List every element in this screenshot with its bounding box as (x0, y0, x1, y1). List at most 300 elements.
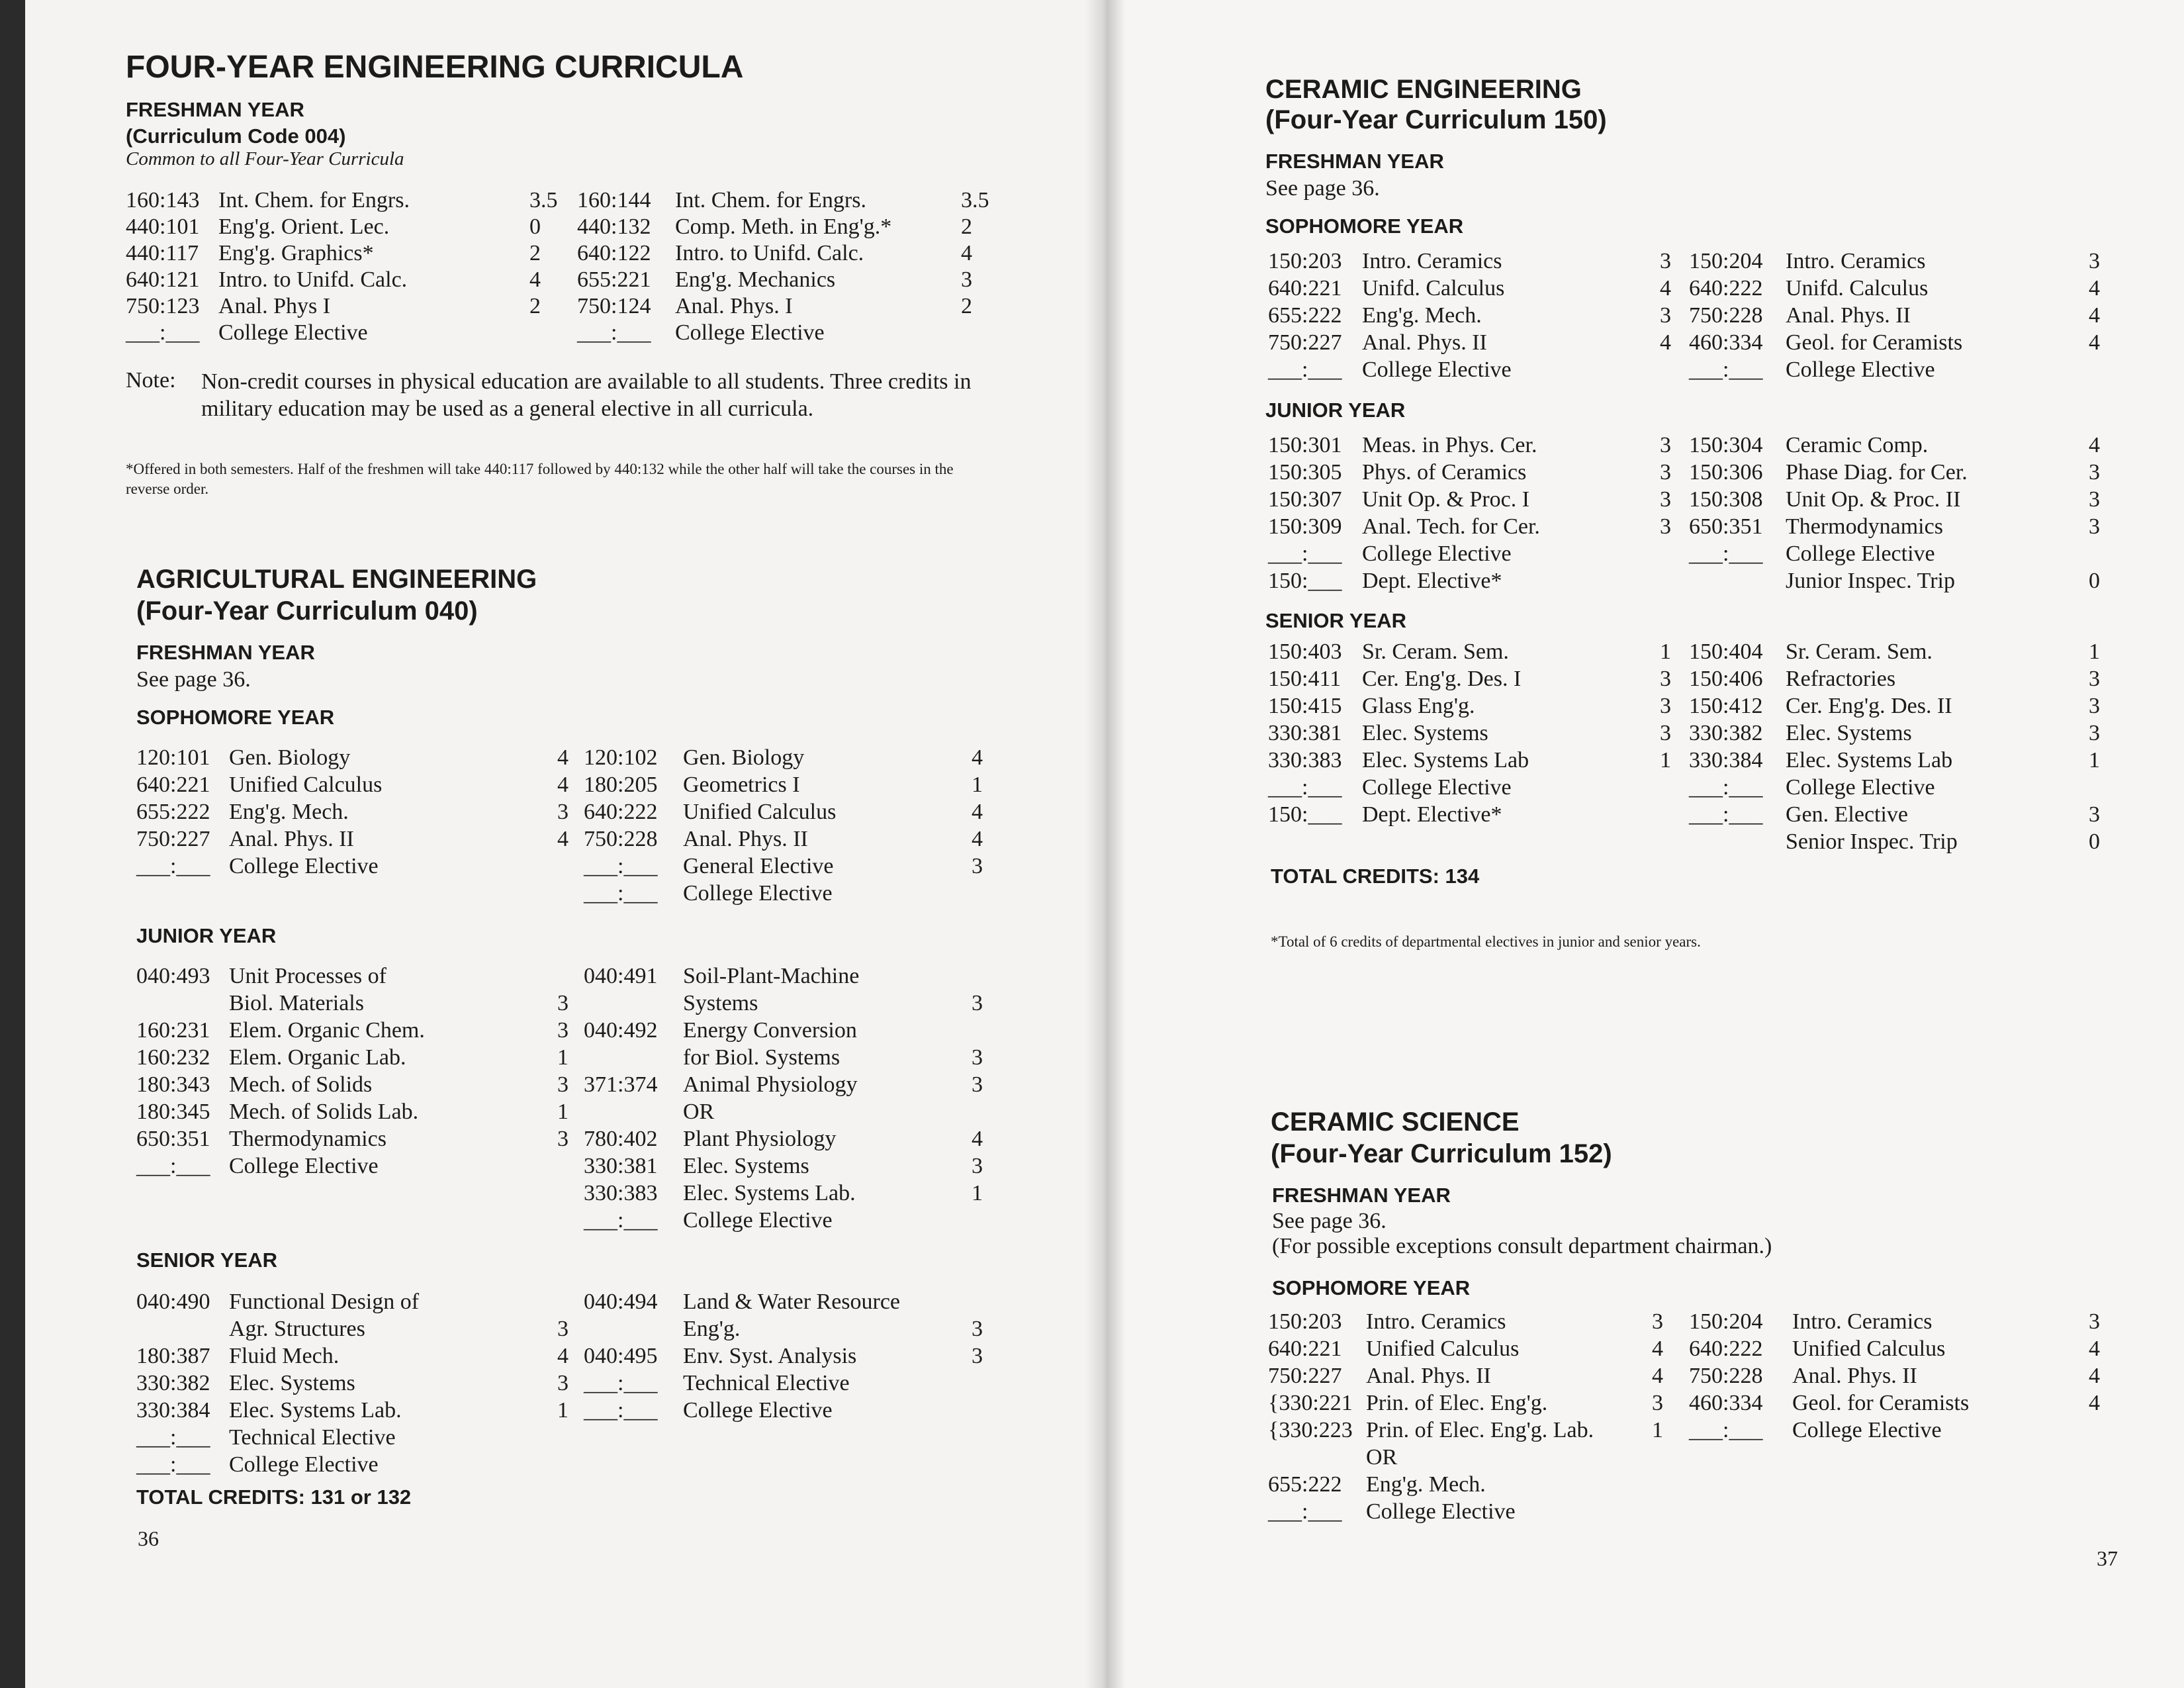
course-title: Elec. Systems Lab. (229, 1398, 402, 1423)
freshman-year-label: FRESHMAN YEAR (126, 98, 304, 121)
course-title: Geol. for Ceramists (1786, 330, 1963, 355)
course-credits: 3 (972, 854, 983, 878)
course-credits: 4 (529, 267, 541, 292)
course-row (126, 294, 999, 321)
course-credits: 1 (1660, 748, 1671, 773)
course-title: Unit Processes of (229, 964, 387, 988)
course-title: Refractories (1786, 667, 1896, 691)
course-row (1268, 639, 2148, 667)
course-row (136, 773, 1010, 800)
course-credits: 1 (972, 1181, 983, 1205)
course-code: ___:___ (584, 1398, 658, 1423)
course-row (1268, 1336, 2148, 1364)
course-title: Elec. Systems (683, 1154, 809, 1178)
course-credits: 3 (557, 1371, 569, 1395)
course-code: ___:___ (136, 854, 210, 878)
course-row (1268, 330, 2148, 357)
course-row (1268, 487, 2148, 514)
course-code: 150:309 (1268, 514, 1342, 539)
course-title: Unified Calculus (683, 800, 837, 824)
course-title: College Elective (229, 1154, 379, 1178)
course-code: ___:___ (1268, 541, 1342, 566)
course-credits: 4 (2089, 433, 2100, 457)
course-code: 460:334 (1689, 330, 1763, 355)
course-row (136, 1181, 1010, 1208)
ce-title: CERAMIC ENGINEERING (1265, 75, 1582, 104)
course-row (136, 991, 1010, 1018)
course-code: 330:381 (584, 1154, 658, 1178)
course-credits: 4 (1652, 1364, 1663, 1388)
course-credits: 1 (2089, 748, 2100, 773)
course-credits: 3 (972, 1344, 983, 1368)
course-title: Gen. Biology (229, 745, 351, 770)
ag-freshman-label: FRESHMAN YEAR (136, 641, 315, 664)
course-code: 150:415 (1268, 694, 1342, 718)
course-credits: 2 (529, 294, 541, 318)
course-title: Meas. in Phys. Cer. (1362, 433, 1537, 457)
ce-curriculum: (Four-Year Curriculum 150) (1265, 105, 1607, 134)
course-row (1268, 1472, 2148, 1499)
course-code: ___:___ (1689, 802, 1763, 827)
course-row (126, 188, 999, 215)
course-code: ___:___ (1689, 541, 1763, 566)
course-code: 640:122 (577, 241, 651, 265)
course-code: 655:222 (1268, 303, 1342, 328)
course-title: Intro. Ceramics (1792, 1309, 1933, 1334)
ag-total-credits: TOTAL CREDITS: 131 or 132 (136, 1485, 412, 1509)
course-code: ___:___ (584, 1208, 658, 1233)
course-title: Eng'g. Mechanics (675, 267, 836, 292)
course-title: Technical Elective (683, 1371, 850, 1395)
book-spine (1085, 0, 1125, 1688)
course-row (136, 1018, 1010, 1045)
course-credits: 4 (1652, 1336, 1663, 1361)
course-title: Eng'g. Mech. (229, 800, 349, 824)
ce-footnote: *Total of 6 credits of departmental electives in junior and senior years. (1271, 933, 1701, 950)
course-title: Sr. Ceram. Sem. (1786, 639, 1933, 664)
course-row (1268, 1445, 2148, 1472)
course-credits: 3 (557, 1018, 569, 1043)
course-row (136, 1289, 1010, 1317)
course-credits: 0 (2089, 829, 2100, 854)
ce-freshman-see: See page 36. (1265, 176, 1380, 201)
course-title: Env. Syst. Analysis (683, 1344, 857, 1368)
course-row (136, 1344, 1010, 1371)
course-title: College Elective (1792, 1418, 1942, 1442)
ag-sophomore-label: SOPHOMORE YEAR (136, 706, 335, 729)
course-row (1268, 249, 2148, 276)
course-credits: 4 (557, 745, 569, 770)
course-title: Land & Water Resource (683, 1289, 901, 1314)
course-code: ___:___ (1268, 357, 1342, 382)
course-credits: 4 (1660, 276, 1671, 301)
course-title: Int. Chem. for Engrs. (218, 188, 410, 212)
course-title: OR (683, 1100, 715, 1124)
note-label: Note: (126, 368, 176, 393)
cs-freshman-label: FRESHMAN YEAR (1272, 1184, 1451, 1207)
course-credits: 3 (1660, 721, 1671, 745)
course-code: 150:406 (1689, 667, 1763, 691)
course-credits: 3 (1660, 249, 1671, 273)
course-title: Elec. Systems (229, 1371, 355, 1395)
course-title: Elec. Systems Lab (1786, 748, 1953, 773)
course-code: 150:301 (1268, 433, 1342, 457)
course-row (1268, 775, 2148, 802)
course-title: Geometrics I (683, 773, 800, 797)
course-title: Anal. Phys. II (1786, 303, 1911, 328)
course-code: 040:495 (584, 1344, 658, 1368)
course-code: 750:227 (1268, 1364, 1342, 1388)
course-title: College Elective (1362, 775, 1512, 800)
course-row (136, 1371, 1010, 1398)
course-row (136, 1317, 1010, 1344)
ag-senior-label: SENIOR YEAR (136, 1248, 278, 1272)
course-row (136, 1072, 1010, 1100)
course-row (136, 1127, 1010, 1154)
course-credits: 3 (2089, 487, 2100, 512)
course-title: Int. Chem. for Engrs. (675, 188, 866, 212)
course-title: Agr. Structures (229, 1317, 365, 1341)
course-title: Intro. Ceramics (1362, 249, 1502, 273)
course-credits: 3 (2089, 1309, 2100, 1334)
course-title: College Elective (675, 320, 825, 345)
course-credits: 3 (2089, 667, 2100, 691)
course-row (136, 800, 1010, 827)
course-code: 150:203 (1268, 249, 1342, 273)
course-title: Plant Physiology (683, 1127, 837, 1151)
course-code: 440:117 (126, 241, 199, 265)
course-row (1268, 721, 2148, 748)
course-code: 150:___ (1268, 802, 1342, 827)
cs-freshman-note: (For possible exceptions consult department chairman.) (1272, 1234, 1772, 1258)
course-credits: 3 (972, 1317, 983, 1341)
course-row (136, 1425, 1010, 1452)
course-title: Unified Calculus (229, 773, 383, 797)
ce-senior-label: SENIOR YEAR (1265, 609, 1407, 632)
course-code: 640:222 (1689, 276, 1763, 301)
course-row (1268, 569, 2148, 596)
course-code: 150:___ (1268, 569, 1342, 593)
course-title: Unified Calculus (1792, 1336, 1946, 1361)
course-title: Prin. of Elec. Eng'g. (1366, 1391, 1548, 1415)
course-credits: 3 (2089, 721, 2100, 745)
course-row (126, 320, 999, 348)
ce-total-credits: TOTAL CREDITS: 134 (1271, 865, 1480, 888)
course-code: 150:412 (1689, 694, 1763, 718)
course-title: Intro. to Unifd. Calc. (218, 267, 408, 292)
course-credits: 3 (557, 1317, 569, 1341)
course-credits: 1 (2089, 639, 2100, 664)
course-row (1268, 829, 2148, 857)
course-title: Anal. Phys. I (675, 294, 793, 318)
course-title: Gen. Elective (1786, 802, 1909, 827)
course-row (126, 267, 999, 295)
course-credits: 3 (1660, 487, 1671, 512)
course-title: College Elective (229, 854, 379, 878)
page-37 (1125, 0, 2184, 1688)
course-credits: 1 (557, 1045, 569, 1070)
course-title: Junior Inspec. Trip (1786, 569, 1955, 593)
course-code: ___:___ (126, 320, 200, 345)
course-code: ___:___ (1689, 1418, 1763, 1442)
course-title: College Elective (229, 1452, 379, 1477)
course-title: Mech. of Solids Lab. (229, 1100, 419, 1124)
course-row (1268, 357, 2148, 385)
course-credits: 3 (2089, 460, 2100, 485)
course-credits: 3 (557, 1127, 569, 1151)
course-code: 655:221 (577, 267, 651, 292)
course-credits: 4 (972, 745, 983, 770)
course-row (126, 214, 999, 242)
course-row (1268, 514, 2148, 541)
course-code: 640:222 (584, 800, 658, 824)
course-row (136, 881, 1010, 908)
ce-freshman-label: FRESHMAN YEAR (1265, 150, 1444, 173)
course-credits: 3 (972, 1072, 983, 1097)
book-edge (0, 0, 25, 1688)
course-row (136, 1398, 1010, 1425)
course-title: Eng'g. (683, 1317, 741, 1341)
cs-sophomore-label: SOPHOMORE YEAR (1272, 1276, 1471, 1299)
course-code: 180:205 (584, 773, 658, 797)
course-code: 160:232 (136, 1045, 210, 1070)
course-code: 655:222 (136, 800, 210, 824)
course-code: 640:221 (1268, 1336, 1342, 1361)
course-title: Gen. Biology (683, 745, 805, 770)
course-code: 330:384 (1689, 748, 1763, 773)
freshman-footnote: *Offered in both semesters. Half of the freshmen will take 440:117 followed by 440:132 while the other half will take the courses in the reverse order. (126, 461, 954, 497)
course-code: 150:403 (1268, 639, 1342, 664)
course-title: Energy Conversion (683, 1018, 857, 1043)
course-title: Systems (683, 991, 758, 1015)
course-code: 150:306 (1689, 460, 1763, 485)
course-title: Soil-Plant-Machine (683, 964, 860, 988)
course-code: 150:411 (1268, 667, 1342, 691)
course-title: Comp. Meth. in Eng'g.* (675, 214, 892, 239)
course-title: College Elective (1362, 541, 1512, 566)
course-row (136, 827, 1010, 854)
course-row (126, 241, 999, 268)
course-credits: 3.5 (529, 188, 558, 212)
course-credits: 0 (529, 214, 541, 239)
course-title: Biol. Materials (229, 991, 364, 1015)
course-code: ___:___ (584, 1371, 658, 1395)
course-row (1268, 694, 2148, 721)
course-title: Dept. Elective* (1362, 569, 1502, 593)
course-title: Eng'g. Graphics* (218, 241, 374, 265)
course-title: College Elective (1786, 541, 1935, 566)
course-title: Anal. Phys. II (1366, 1364, 1491, 1388)
main-heading: FOUR-YEAR ENGINEERING CURRICULA (126, 50, 744, 85)
course-title: College Elective (1362, 357, 1512, 382)
course-code: ___:___ (1268, 775, 1342, 800)
course-code: 180:387 (136, 1344, 210, 1368)
course-title: College Elective (1786, 775, 1935, 800)
course-row (1268, 1499, 2148, 1526)
course-credits: 1 (1660, 639, 1671, 664)
course-row (1268, 1391, 2148, 1418)
course-credits: 3 (1660, 303, 1671, 328)
course-title: Intro. Ceramics (1366, 1309, 1506, 1334)
course-title: Elem. Organic Lab. (229, 1045, 406, 1070)
course-credits: 3 (1660, 514, 1671, 539)
course-code: 750:227 (136, 827, 210, 851)
course-credits: 4 (2089, 1336, 2100, 1361)
course-title: College Elective (1786, 357, 1935, 382)
course-credits: 4 (557, 827, 569, 851)
course-code: 640:221 (136, 773, 210, 797)
course-title: Eng'g. Mech. (1362, 303, 1482, 328)
course-row (1268, 433, 2148, 460)
course-title: Anal. Phys I (218, 294, 331, 318)
course-code: 330:383 (584, 1181, 658, 1205)
course-title: Geol. for Ceramists (1792, 1391, 1970, 1415)
course-row (1268, 460, 2148, 487)
course-credits: 2 (529, 241, 541, 265)
course-credits: 0 (2089, 569, 2100, 593)
course-title: Unit Op. & Proc. I (1362, 487, 1530, 512)
course-title: College Elective (683, 1398, 833, 1423)
page-number-left: 36 (138, 1526, 159, 1550)
course-code: ___:___ (136, 1452, 210, 1477)
course-code: 120:101 (136, 745, 210, 770)
course-code: 780:402 (584, 1127, 658, 1151)
course-code: 150:305 (1268, 460, 1342, 485)
course-credits: 3 (972, 1154, 983, 1178)
ce-junior-label: JUNIOR YEAR (1265, 399, 1406, 422)
course-code: 650:351 (1689, 514, 1763, 539)
course-title: Unifd. Calculus (1786, 276, 1929, 301)
course-credits: 2 (961, 214, 972, 239)
course-title: Senior Inspec. Trip (1786, 829, 1958, 854)
course-title: College Elective (683, 1208, 833, 1233)
course-code: 330:384 (136, 1398, 210, 1423)
course-title: Animal Physiology (683, 1072, 858, 1097)
course-title: Mech. of Solids (229, 1072, 373, 1097)
course-code: 150:204 (1689, 1309, 1763, 1334)
course-title: Elec. Systems Lab (1362, 748, 1529, 773)
course-title: Unifd. Calculus (1362, 276, 1505, 301)
course-title: Intro. Ceramics (1786, 249, 1926, 273)
course-code: 150:308 (1689, 487, 1763, 512)
course-title: College Elective (683, 881, 833, 906)
course-title: Thermodynamics (1786, 514, 1943, 539)
course-row (136, 1045, 1010, 1072)
course-code: 640:221 (1268, 276, 1342, 301)
course-credits: 3.5 (961, 188, 989, 212)
course-code: 440:132 (577, 214, 651, 239)
common-note: Common to all Four-Year Curricula (126, 148, 404, 169)
course-code: 750:228 (1689, 303, 1763, 328)
course-row (1268, 802, 2148, 829)
course-credits: 4 (972, 800, 983, 824)
course-title: Elec. Systems (1362, 721, 1488, 745)
course-code: 750:228 (1689, 1364, 1763, 1388)
course-credits: 4 (2089, 1364, 2100, 1388)
course-code: ___:___ (577, 320, 651, 345)
course-code: 330:382 (136, 1371, 210, 1395)
course-code: ___:___ (136, 1425, 210, 1450)
course-code: 330:383 (1268, 748, 1342, 773)
course-credits: 4 (2089, 1391, 2100, 1415)
course-title: Functional Design of (229, 1289, 420, 1314)
course-row (136, 854, 1010, 881)
course-credits: 3 (2089, 514, 2100, 539)
course-row (1268, 1309, 2148, 1336)
course-credits: 3 (961, 267, 972, 292)
course-title: Elec. Systems Lab. (683, 1181, 856, 1205)
course-code: 150:304 (1689, 433, 1763, 457)
course-code: 650:351 (136, 1127, 210, 1151)
course-code: 160:143 (126, 188, 200, 212)
course-title: Thermodynamics (229, 1127, 387, 1151)
course-credits: 4 (557, 773, 569, 797)
course-code: 640:121 (126, 267, 200, 292)
course-credits: 4 (972, 1127, 983, 1151)
course-row (1268, 748, 2148, 775)
course-row (136, 964, 1010, 991)
course-title: for Biol. Systems (683, 1045, 841, 1070)
cs-title: CERAMIC SCIENCE (1271, 1107, 1520, 1137)
course-credits: 4 (2089, 276, 2100, 301)
course-title: Anal. Phys. II (229, 827, 354, 851)
course-code: ___:___ (1268, 1499, 1342, 1524)
course-credits: 4 (2089, 303, 2100, 328)
course-code: 655:222 (1268, 1472, 1342, 1497)
course-credits: 1 (557, 1100, 569, 1124)
course-credits: 3 (972, 991, 983, 1015)
course-row (136, 745, 1010, 773)
course-credits: 3 (972, 1045, 983, 1070)
course-title: Unified Calculus (1366, 1336, 1520, 1361)
course-row (1268, 303, 2148, 330)
course-title: Fluid Mech. (229, 1344, 340, 1368)
course-code: {330:223 (1268, 1418, 1353, 1442)
course-code: 150:204 (1689, 249, 1763, 273)
course-code: 040:493 (136, 964, 210, 988)
course-row (1268, 276, 2148, 303)
course-code: 150:307 (1268, 487, 1342, 512)
course-code: ___:___ (584, 881, 658, 906)
course-code: 040:490 (136, 1289, 210, 1314)
course-code: 150:203 (1268, 1309, 1342, 1334)
course-credits: 3 (2089, 249, 2100, 273)
course-title: Unit Op. & Proc. II (1786, 487, 1961, 512)
ag-eng-title: AGRICULTURAL ENGINEERING (136, 565, 537, 594)
course-code: 440:101 (126, 214, 200, 239)
course-code: 330:382 (1689, 721, 1763, 745)
course-code: ___:___ (584, 854, 658, 878)
course-title: Elem. Organic Chem. (229, 1018, 425, 1043)
course-credits: 3 (1660, 694, 1671, 718)
course-credits: 3 (557, 1072, 569, 1097)
ag-junior-label: JUNIOR YEAR (136, 924, 277, 947)
course-credits: 3 (557, 800, 569, 824)
course-title: Anal. Phys. II (1792, 1364, 1917, 1388)
course-code: ___:___ (1689, 357, 1763, 382)
course-title: OR (1366, 1445, 1398, 1470)
course-credits: 4 (1660, 330, 1671, 355)
course-code: ___:___ (136, 1154, 210, 1178)
course-row (136, 1154, 1010, 1181)
course-code: ___:___ (1689, 775, 1763, 800)
course-code: 180:343 (136, 1072, 210, 1097)
note-text: Non-credit courses in physical education are available to all students. Three credits in military education may be used as a general elective in all curricula. (201, 369, 972, 421)
course-code: 160:231 (136, 1018, 210, 1043)
course-title: Technical Elective (229, 1425, 396, 1450)
course-code: 750:123 (126, 294, 200, 318)
course-credits: 3 (557, 991, 569, 1015)
